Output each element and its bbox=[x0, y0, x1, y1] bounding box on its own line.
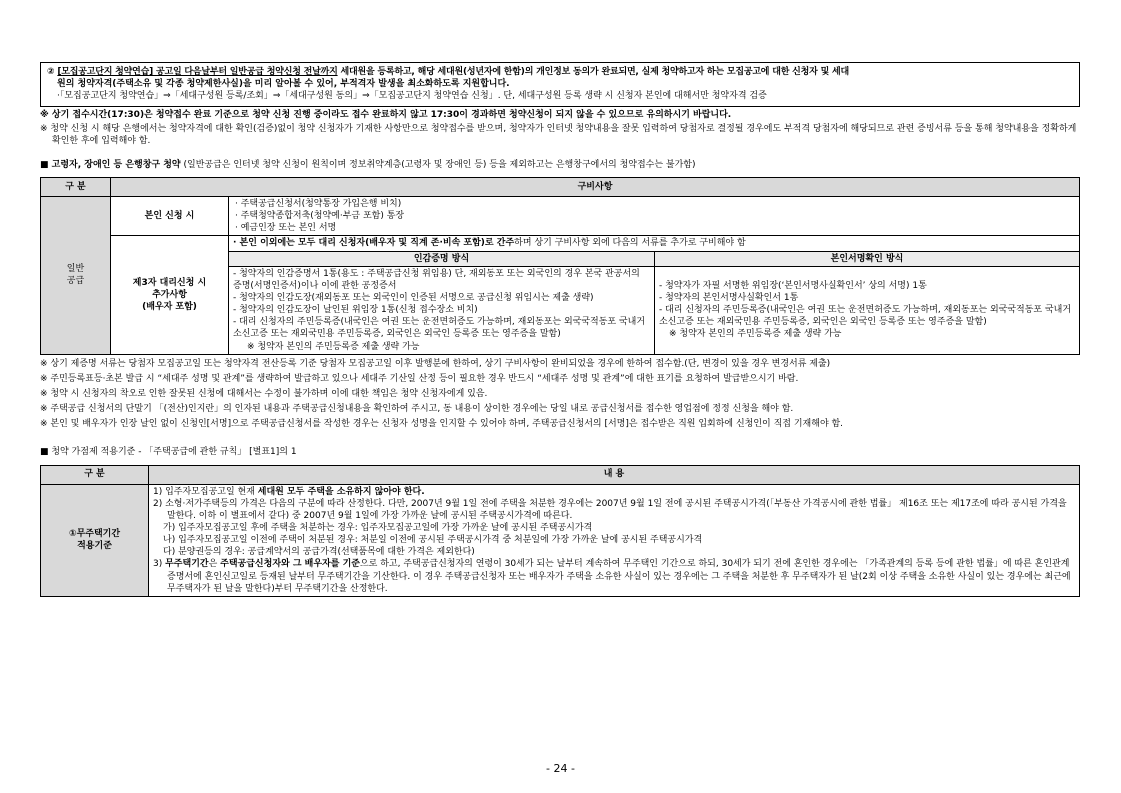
list-item: · 예금인장 또는 본인 서명 bbox=[235, 223, 337, 234]
note-item: ※ 주택공급 신청서의 단말기 「(전산)인지란」의 인자된 내용과 주택공급신청내용을 확인하여 주시고, 동 내용이 상이한 경우에는 당일 내로 공급신청서를 접수한 영업점에 정정 신청을 해야 함. bbox=[40, 404, 794, 415]
criteria-row-label: ①무주택기간 적용기준 bbox=[41, 484, 149, 596]
list-item: - 대리 신청자의 주민등록증(내국인은 여권 또는 운전면허증도 가능하며, 재외동포는 외국국적동포 국내거소신고증 또는 재외국민용 주민등록증, 외국인은 외국인 등록증 또는 영주증을 말함) bbox=[659, 305, 1072, 328]
criteria-content bbox=[149, 484, 1080, 596]
signature-method-items bbox=[655, 266, 1080, 354]
row2-label: 제3자 대리신청 시 추가사항 (배우자 포함) bbox=[111, 236, 229, 354]
criteria-item-3: 3) 무주택기간은 주택공급신청자와 그 배우자를 기준으로 하고, 주택공급신청자의 연령이 30세가 되는 날부터 계속하여 무주택인 기간으로 하되, 30세가 되기 전에 혼인한 경우에는 「가족관계의 등록 등에 관한 법률」에 따른 혼인관계증명서에 혼인신고일로 등재된 날부터 무주택기간을 기산한다. 이 경우 주택공급신청자 또는 배우자가 주택을 소유한 사실이 있는 경우에는 그 주택을 처분한 후 무주택자가 된 날(2회 이상 주택을 소유한 사실이 있는 경우에는 최근에 무주택자가 된 날을 말한다)부터 무주택기간을 산정한다. bbox=[153, 559, 1071, 594]
page-content bbox=[40, 62, 1080, 597]
group-label: 일반 공급 bbox=[41, 196, 111, 354]
page-number: - 24 - bbox=[546, 762, 575, 775]
criteria-item-2a: 가) 입주자모집공고일 후에 주택을 처분하는 경우: 입주자모집공고일에 가장 가까운 날에 공시된 주택공시가격 bbox=[163, 522, 593, 533]
notice-line-3: ·「모집공고단지 청약연습」⇒「세대구성원 등록/조회」⇒「세대구성원 동의」⇒「모집공고단지 청약연습 신청」. 단, 세대구성원 등록 생략 시 신청자 본인에 대해서만 청약자격 검증 bbox=[57, 91, 767, 102]
row1-label: 본인 신청 시 bbox=[111, 196, 229, 235]
list-item: · 주택공급신청서(청약통장 가입은행 비치) bbox=[235, 198, 402, 209]
criteria-item-2c: 다) 분양권등의 경우: 공급계약서의 공급가격(선택품목에 대한 가격은 제외한다) bbox=[163, 547, 475, 558]
note-item: ※ 주민등록표등·초본 발급 시 “세대주 성명 및 관계”를 생략하여 발급하고 있으나 세대주 기산일 산정 등이 필요한 경우 반드시 “세대주 성명 및 관계”에 대한 표기를 요청하여 발급받으시기 바람. bbox=[40, 373, 799, 384]
seal-method-items bbox=[229, 266, 655, 354]
note-item: ※ 상기 제증명 서류는 당첨자 모집공고일 또는 청약자격 전산등록 기준 당첨자 모집공고일 이후 발행분에 한하여, 상기 구비사항이 완비되었을 경우에 한하여 접수함.(단, 변경이 있을 경우 변경서류 제출) bbox=[40, 358, 831, 369]
section1-title: ■ 고령자, 장애인 등 은행창구 청약 (일반공급은 인터넷 청약 신청이 원칙이며 정보취약계층(고령자 및 장애인 등) 등을 제외하고는 은행창구에서의 청약접수는 불가함) bbox=[40, 159, 696, 170]
table-header-category: 구 분 bbox=[41, 465, 149, 484]
criteria-item-2: 2) 소형·저가주택등의 가격은 다음의 구분에 따라 산정한다. 다만, 2007년 9월 1일 전에 주택을 처분한 경우에는 2007년 9월 1일 전에 공시된 주택공시가격(「부동산 가격공시에 관한 법률」 제16조 또는 제17조에 따라 공시된 가격을 말한다. 이하 이 별표에서 같다) 중 2007년 9월 1일에 가장 가까운 날에 공시된 주택공시가격에 따른다. bbox=[153, 498, 1067, 521]
notice-line-2: 원의 청약자격(주택소유 및 각종 청약제한사실)을 미리 알아볼 수 있어, 부적격자 발생을 최소화하도록 지원합니다. bbox=[57, 79, 510, 90]
bank-counter-table bbox=[40, 177, 1080, 355]
row2-intro: · 본인 이외에는 모두 대리 신청자(배우자 및 직계 존·비속 포함)로 간주하며 상기 구비사항 외에 다음의 서류를 추가로 구비해야 함 bbox=[229, 236, 1080, 251]
list-item: ※ 청약자 본인의 주민등록증 제출 생략 가능 bbox=[247, 341, 420, 352]
list-item: · 주택청약종합저축(청약예·부금 포함) 통장 bbox=[235, 211, 405, 222]
sub-header-seal: 인감증명 방식 bbox=[229, 251, 655, 266]
list-item: - 대리 신청자의 주민등록증(내국인은 여권 또는 운전면허증도 가능하며, 재외동포는 외국국적동포 국내거소신고증 또는 재외국민용 주민등록증, 외국인은 외국인 등록증 또는 영주증을 말함) bbox=[233, 317, 646, 340]
scoring-criteria-table bbox=[40, 465, 1080, 597]
notice-line-1: ② [모집공고단지 청약연습] 공고일 다음날부터 일반공급 청약신청 전날까지 세대원을 등록하고, 해당 세대원(성년자에 한함)의 개인정보 동의가 완료되면, 실제 청약하고자 하는 모집공고에 대한 신청자 및 세대 bbox=[47, 67, 849, 77]
list-item: - 청약자의 인감도장이 날인된 위임장 1통(신청 접수장소 비치) bbox=[233, 305, 478, 316]
note-item: ※ 청약 시 신청자의 착오로 인한 잘못된 신청에 대해서는 수정이 불가하며 이에 대한 책임은 청약 신청자에게 있음. bbox=[40, 388, 488, 399]
list-item: - 청약자의 인감증명서 1통(용도 : 주택공급신청 위임용) 단, 재외동포 또는 외국인의 경우 본국 관공서의 증명(서명인증서)이나 이에 관한 공정증서 bbox=[233, 268, 640, 291]
section2-title: ■ 청약 가점제 적용기준 - 「주택공급에 관한 규칙」 [별표1]의 1 bbox=[40, 447, 297, 458]
warning-line-2: ※ 청약 신청 시 해당 은행에서는 청약자격에 대한 확인(검증)없이 청약 신청자가 기재한 사항만으로 청약접수를 받으며, 청약자가 인터넷 청약내용을 잘못 입력하여 당첨자로 결정될 경우에도 부적격 당첨자에 해당되므로 관련 증빙서류 등을 통해 청약내용을 정확하게 확인한 후에 입력해야 함. bbox=[40, 123, 1077, 146]
note-item: ※ 본인 및 배우자가 인장 날인 없이 신청인[서명]으로 주택공급신청서를 작성한 경우는 신청자 성명을 인지할 수 있어야 하며, 주택공급신청서의 [서명]은 접수받은 직원 입회하에 신청인이 직접 기재해야 함. bbox=[40, 419, 844, 430]
criteria-item-2b: 나) 입주자모집공고일 이전에 주택이 처분된 경우: 처분일 이전에 공시된 주택공시가격 중 처분일에 가장 가까운 날에 공시된 주택공시가격 bbox=[163, 535, 703, 546]
list-item: - 청약자의 인감도장(재외동포 또는 외국인이 인증된 서명으로 공급신청 위임시는 제출 생략) bbox=[233, 292, 594, 303]
table-header-content: 내 용 bbox=[149, 465, 1080, 484]
notice-underlined-text: [모집공고단지 청약연습] 공고일 다음날부터 일반공급 청약신청 전날까지 bbox=[57, 67, 338, 77]
notes-block bbox=[40, 358, 1080, 431]
notice-box bbox=[40, 62, 1080, 107]
table-header-requirements: 구비사항 bbox=[111, 177, 1080, 196]
list-item: - 청약자의 본인서명사실확인서 1통 bbox=[659, 292, 799, 303]
table-header-category: 구 분 bbox=[41, 177, 111, 196]
criteria-item-1: 1) 입주자모집공고일 현재 세대원 모두 주택을 소유하지 않아야 한다. bbox=[153, 486, 425, 497]
sub-header-signature: 본인서명확인 방식 bbox=[655, 251, 1080, 266]
row1-items bbox=[229, 196, 1080, 235]
warning-line-1: ※ 상기 접수시간(17:30)은 청약접수 완료 기준으로 청약 신청 진행 중이라도 접수 완료하지 않고 17:30이 경과하면 청약신청이 되지 않을 수 있으므로 유의하시기 바랍니다. bbox=[40, 110, 732, 121]
list-item: - 청약자가 자필 서명한 위임장(‘본인서명사실확인서’ 상의 서명) 1통 bbox=[659, 280, 927, 291]
list-item: ※ 청약자 본인의 주민등록증 제출 생략 가능 bbox=[669, 329, 842, 340]
